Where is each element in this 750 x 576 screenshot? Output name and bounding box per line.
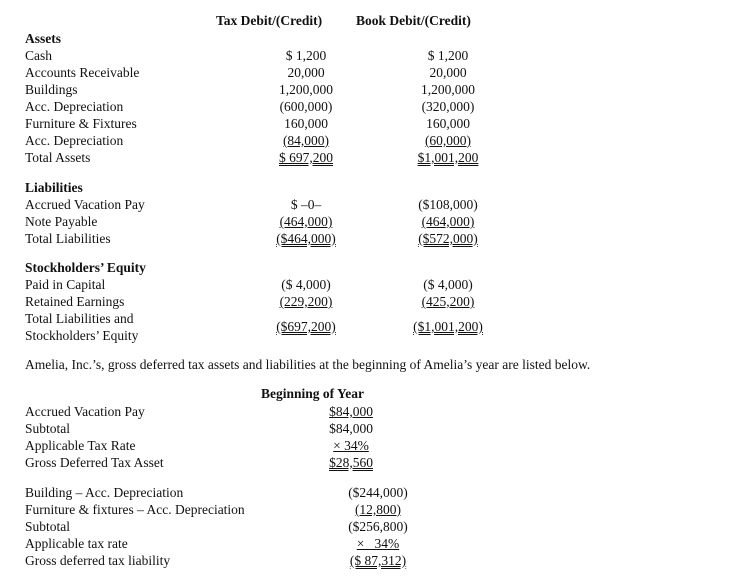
tax-value: ($ 4,000) [281,277,331,292]
total-equity-label-line1: Total Liabilities and [25,311,134,326]
book-value: ($ 4,000) [423,277,473,292]
total-assets-label: Total Assets [25,150,91,165]
book-value: ($108,000) [418,197,478,212]
total-liabilities-tax-text: ($464,000) [276,231,336,246]
total-equity-book-text: ($1,001,200) [413,319,483,334]
liability-value [318,536,438,552]
total-assets-book [388,150,508,166]
row-label: Subtotal [25,421,71,436]
row-label: Subtotal [25,519,71,534]
asset-value [291,438,411,454]
book-column-header: Book Debit/(Credit) [356,13,471,28]
liability-value: ($244,000) [348,485,408,500]
row-label: Acc. Depreciation [25,99,124,114]
book-value: (320,000) [421,99,475,114]
tax-value-text: (464,000) [279,214,333,229]
tax-value-text: (229,200) [279,294,333,309]
gross-deferred-tax-liability-value [318,553,438,569]
intro-paragraph: Amelia, Inc.’s, gross deferred tax assets and liabilities at the beginning of Amelia’s year are listed below. [25,357,591,372]
gross-deferred-tax-asset-value [291,455,411,471]
tax-value-text: (84,000) [282,133,330,148]
book-value: 160,000 [426,116,470,131]
equity-heading: Stockholders’ Equity [25,260,146,275]
row-label: Note Payable [25,214,98,229]
total-assets-tax-text: $ 697,200 [279,150,333,165]
liability-value: ($256,800) [348,519,408,534]
tax-value [246,214,366,230]
asset-value-text: × 34% [333,438,369,453]
book-value: $ 1,200 [427,48,469,63]
row-label: Accounts Receivable [25,65,140,80]
tax-value: 1,200,000 [279,82,333,97]
row-label: Furniture & fixtures – Acc. Depreciation [25,502,245,517]
book-value [388,294,508,310]
total-liabilities-label: Total Liabilities [25,231,111,246]
tax-column-header: Tax Debit/(Credit) [216,13,323,28]
total-assets-tax [246,150,366,166]
total-liabilities-book [388,231,508,247]
tax-value: 20,000 [287,65,325,80]
book-value-text: (60,000) [424,133,472,148]
tax-value [246,294,366,310]
row-label: Paid in Capital [25,277,106,292]
total-equity-tax [246,319,366,335]
total-equity-book [388,319,508,335]
total-assets-book-text: $1,001,200 [417,150,479,165]
beginning-of-year-header: Beginning of Year [261,386,365,401]
liability-value [318,502,438,518]
liability-value-text: × 34% [356,536,400,551]
tax-value: (600,000) [279,99,333,114]
gross-deferred-tax-liability-text: ($ 87,312) [349,553,407,568]
row-label: Gross deferred tax liability [25,553,171,568]
row-label: Accrued Vacation Pay [25,404,145,419]
book-value-text: (464,000) [421,214,475,229]
row-label: Applicable Tax Rate [25,438,136,453]
book-value [388,214,508,230]
assets-heading: Assets [25,31,61,46]
row-label: Cash [25,48,52,63]
asset-value [291,404,411,420]
total-equity-tax-text: ($697,200) [276,319,336,334]
book-value [388,133,508,149]
row-label: Retained Earnings [25,294,125,309]
book-value: 1,200,000 [421,82,475,97]
total-liabilities-book-text: ($572,000) [418,231,478,246]
total-liabilities-tax [246,231,366,247]
row-label: Acc. Depreciation [25,133,124,148]
asset-value-text: $84,000 [329,404,373,419]
asset-value: $84,000 [329,421,373,436]
liabilities-heading: Liabilities [25,180,83,195]
tax-value [246,133,366,149]
row-label: Building – Acc. Depreciation [25,485,184,500]
tax-value: $ 1,200 [285,48,327,63]
book-value: 20,000 [429,65,467,80]
row-label: Gross Deferred Tax Asset [25,455,164,470]
tax-value: $ –0– [290,197,322,212]
book-value-text: (425,200) [421,294,475,309]
row-label: Accrued Vacation Pay [25,197,145,212]
row-label: Applicable tax rate [25,536,128,551]
row-label: Furniture & Fixtures [25,116,137,131]
tax-value: 160,000 [284,116,328,131]
liability-value-text: (12,800) [354,502,402,517]
gross-deferred-tax-asset-text: $28,560 [329,455,373,470]
total-equity-label-line2: Stockholders’ Equity [25,328,139,343]
row-label: Buildings [25,82,78,97]
